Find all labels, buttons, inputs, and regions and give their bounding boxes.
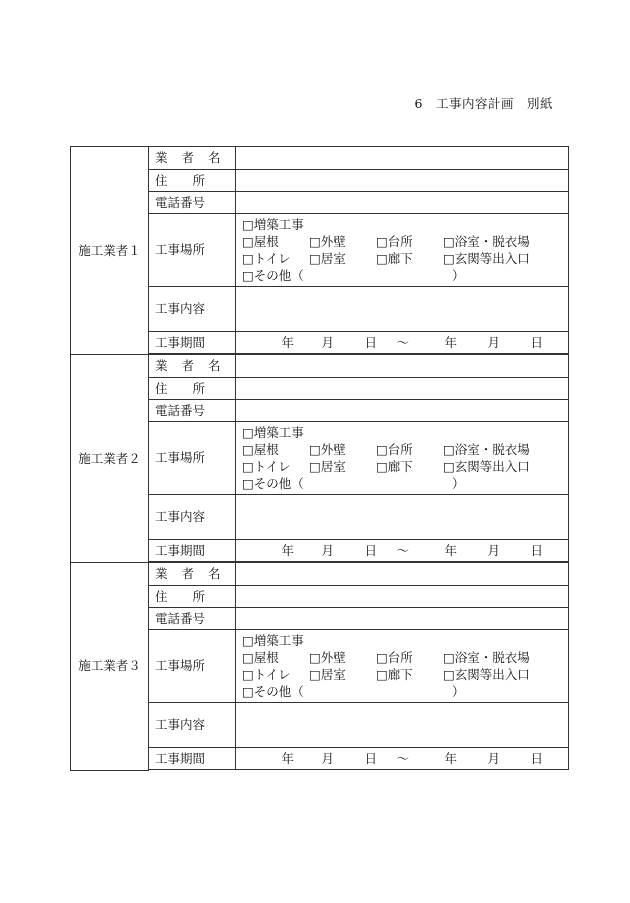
end-month-unit: 月: [487, 750, 500, 766]
other-close-paren: ）: [452, 475, 465, 491]
checkbox-living-room[interactable]: □居室: [309, 666, 346, 682]
name-row: [71, 563, 569, 586]
checkbox-extension[interactable]: □増築工事: [242, 632, 304, 648]
contractor-label: 施工業者２: [71, 355, 149, 563]
checkbox-other[interactable]: □その他（: [242, 267, 304, 283]
start-year-unit: 年: [281, 334, 294, 350]
name-row: [71, 355, 569, 378]
contractor-label: 施工業者１: [71, 147, 149, 355]
period-label: 工事期間: [149, 540, 236, 562]
checkbox-toilet[interactable]: □トイレ: [242, 250, 291, 266]
period-field[interactable]: [236, 748, 569, 770]
address-label: 住 所: [149, 378, 236, 400]
checkbox-entrance[interactable]: □玄関等出入口: [443, 458, 530, 474]
checkbox-roof[interactable]: □屋根: [242, 649, 279, 665]
end-day-unit: 日: [530, 334, 543, 350]
checkbox-kitchen[interactable]: □台所: [376, 649, 413, 665]
content-label: 工事内容: [149, 495, 236, 540]
checkbox-exterior-wall[interactable]: □外壁: [309, 441, 346, 457]
name-label: 業 者 名: [149, 355, 236, 378]
checkbox-other[interactable]: □その他（: [242, 683, 304, 699]
phone-field[interactable]: [236, 192, 569, 214]
start-month-unit: 月: [321, 334, 334, 350]
end-year-unit: 年: [444, 334, 457, 350]
address-label: 住 所: [149, 170, 236, 192]
location-label: 工事場所: [149, 214, 236, 287]
start-day-unit: 日: [364, 542, 377, 558]
other-close-paren: ）: [452, 683, 465, 699]
checkbox-hallway[interactable]: □廊下: [376, 666, 413, 682]
address-label: 住 所: [149, 586, 236, 608]
address-field[interactable]: [236, 586, 569, 608]
start-month-unit: 月: [321, 750, 334, 766]
start-year-unit: 年: [281, 542, 294, 558]
checkbox-living-room[interactable]: □居室: [309, 250, 346, 266]
end-month-unit: 月: [487, 334, 500, 350]
phone-label: 電話番号: [149, 400, 236, 422]
start-month-unit: 月: [321, 542, 334, 558]
contractor-form-table: [70, 146, 569, 771]
checkbox-extension[interactable]: □増築工事: [242, 216, 304, 232]
name-row: [71, 147, 569, 170]
checkbox-hallway[interactable]: □廊下: [376, 458, 413, 474]
name-label: 業 者 名: [149, 147, 236, 170]
start-day-unit: 日: [364, 334, 377, 350]
checkbox-other[interactable]: □その他（: [242, 475, 304, 491]
checkbox-bathroom[interactable]: □浴室・脱衣場: [443, 233, 530, 249]
phone-label: 電話番号: [149, 608, 236, 630]
content-label: 工事内容: [149, 703, 236, 748]
name-field[interactable]: [236, 563, 569, 586]
period-label: 工事期間: [149, 332, 236, 354]
checkbox-exterior-wall[interactable]: □外壁: [309, 233, 346, 249]
checkbox-entrance[interactable]: □玄関等出入口: [443, 250, 530, 266]
content-field[interactable]: [236, 287, 569, 332]
checkbox-hallway[interactable]: □廊下: [376, 250, 413, 266]
content-label: 工事内容: [149, 287, 236, 332]
checkbox-extension[interactable]: □増築工事: [242, 424, 304, 440]
checkbox-living-room[interactable]: □居室: [309, 458, 346, 474]
address-field[interactable]: [236, 378, 569, 400]
checkbox-roof[interactable]: □屋根: [242, 233, 279, 249]
content-field[interactable]: [236, 495, 569, 540]
contractor-label: 施工業者３: [71, 563, 149, 771]
phone-field[interactable]: [236, 400, 569, 422]
period-field[interactable]: [236, 540, 569, 562]
end-year-unit: 年: [444, 750, 457, 766]
start-day-unit: 日: [364, 750, 377, 766]
period-tilde: ～: [396, 750, 409, 766]
checkbox-bathroom[interactable]: □浴室・脱衣場: [443, 441, 530, 457]
period-tilde: ～: [396, 334, 409, 350]
address-field[interactable]: [236, 170, 569, 192]
location-options: [236, 214, 569, 287]
period-field[interactable]: [236, 332, 569, 354]
end-day-unit: 日: [530, 542, 543, 558]
name-field[interactable]: [236, 355, 569, 378]
end-year-unit: 年: [444, 542, 457, 558]
phone-field[interactable]: [236, 608, 569, 630]
checkbox-kitchen[interactable]: □台所: [376, 233, 413, 249]
checkbox-toilet[interactable]: □トイレ: [242, 666, 291, 682]
checkbox-toilet[interactable]: □トイレ: [242, 458, 291, 474]
content-field[interactable]: [236, 703, 569, 748]
name-field[interactable]: [236, 147, 569, 170]
checkbox-roof[interactable]: □屋根: [242, 441, 279, 457]
location-options: [236, 630, 569, 703]
checkbox-kitchen[interactable]: □台所: [376, 441, 413, 457]
end-month-unit: 月: [487, 542, 500, 558]
checkbox-bathroom[interactable]: □浴室・脱衣場: [443, 649, 530, 665]
location-label: 工事場所: [149, 630, 236, 703]
phone-label: 電話番号: [149, 192, 236, 214]
end-day-unit: 日: [530, 750, 543, 766]
start-year-unit: 年: [281, 750, 294, 766]
location-label: 工事場所: [149, 422, 236, 495]
period-label: 工事期間: [149, 748, 236, 770]
page-heading: 6 工事内容計画 別紙: [414, 96, 553, 111]
checkbox-exterior-wall[interactable]: □外壁: [309, 649, 346, 665]
other-close-paren: ）: [452, 267, 465, 283]
name-label: 業 者 名: [149, 563, 236, 586]
period-tilde: ～: [396, 542, 409, 558]
checkbox-entrance[interactable]: □玄関等出入口: [443, 666, 530, 682]
location-options: [236, 422, 569, 495]
